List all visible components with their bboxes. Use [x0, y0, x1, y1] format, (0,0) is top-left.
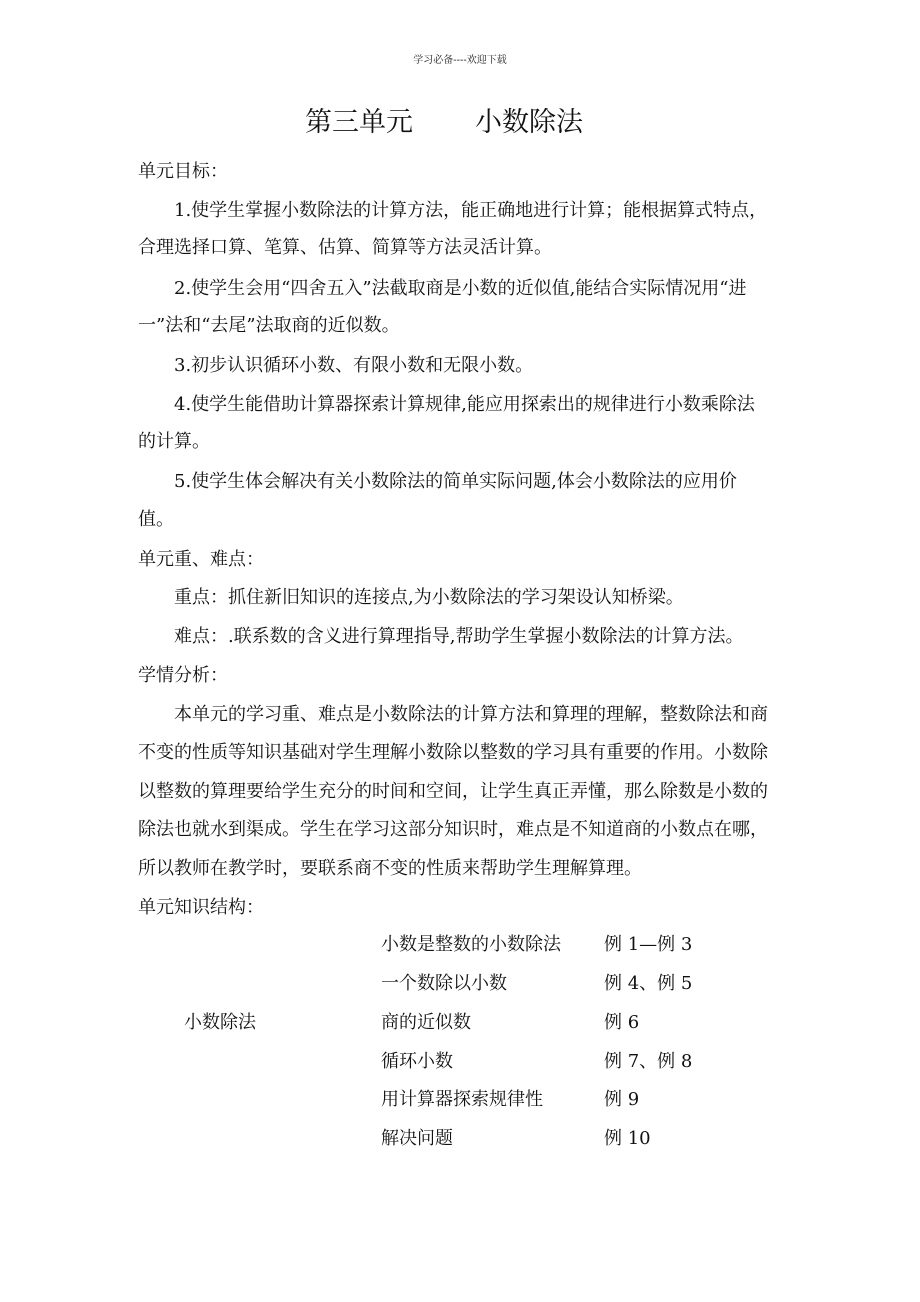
- difficult-point: 难点：.联系数的含义进行算理指导,帮助学生掌握小数除法的计算方法。: [174, 626, 744, 647]
- analysis-line: 本单元的学习重、难点是小数除法的计算方法和算理的理解，整数除法和商: [174, 704, 768, 725]
- goal-5-line-2: 值。: [138, 509, 174, 530]
- structure-topic: 商的近似数: [381, 1012, 471, 1033]
- structure-examples: 例 7、例 8: [604, 1051, 693, 1072]
- structure-examples: 例 6: [604, 1012, 640, 1033]
- unit-title: 第三单元: [305, 107, 413, 138]
- unit-subtitle: 小数除法: [475, 107, 583, 138]
- goal-1-line-2: 合理选择口算、笔算、估算、简算等方法灵活计算。: [138, 237, 552, 258]
- goals-heading: 单元目标：: [138, 161, 228, 182]
- analysis-line: 除法也就水到渠成。学生在学习这部分知识时，难点是不知道商的小数点在哪，: [138, 819, 768, 840]
- analysis-line: 不变的性质等知识基础对学生理解小数除以整数的学习具有重要的作用。小数除: [138, 742, 768, 763]
- structure-topic: 用计算器探索规律性: [381, 1089, 543, 1110]
- goal-2-line-2: 一”法和“去尾”法取商的近似数。: [138, 315, 400, 336]
- structure-examples: 例 1—例 3: [604, 934, 693, 955]
- analysis-heading: 学情分析：: [138, 665, 228, 686]
- key-point: 重点：抓住新旧知识的连接点,为小数除法的学习架设认知桥梁。: [174, 587, 684, 608]
- structure-root: 小数除法: [184, 1012, 256, 1033]
- key-heading: 单元重、难点：: [138, 549, 264, 570]
- structure-examples: 例 10: [604, 1128, 651, 1149]
- goal-1-line-1: 1.使学生掌握小数除法的计算方法，能正确地进行计算；能根据算式特点，: [174, 200, 768, 221]
- analysis-line: 所以教师在教学时，要联系商不变的性质来帮助学生理解算理。: [138, 858, 642, 879]
- structure-topic: 解决问题: [381, 1128, 453, 1149]
- structure-topic: 小数是整数的小数除法: [381, 934, 561, 955]
- goal-5-line-1: 5.使学生体会解决有关小数除法的简单实际问题,体会小数除法的应用价: [174, 471, 737, 492]
- goal-3: 3.初步认识循环小数、有限小数和无限小数。: [174, 355, 534, 376]
- structure-heading: 单元知识结构：: [138, 897, 264, 918]
- analysis-line: 以整数的算理要给学生充分的时间和空间，让学生真正弄懂，那么除数是小数的: [138, 781, 768, 802]
- structure-topic: 循环小数: [381, 1051, 453, 1072]
- page-header: 学习必备----欢迎下载: [413, 55, 507, 66]
- structure-topic: 一个数除以小数: [381, 973, 507, 994]
- structure-examples: 例 9: [604, 1089, 640, 1110]
- goal-4-line-2: 的计算。: [138, 431, 210, 452]
- structure-examples: 例 4、例 5: [604, 973, 693, 994]
- goal-2-line-1: 2.使学生会用“四舍五入”法截取商是小数的近似值,能结合实际情况用“进: [174, 278, 747, 299]
- goal-4-line-1: 4.使学生能借助计算器探索计算规律,能应用探索出的规律进行小数乘除法: [174, 394, 755, 415]
